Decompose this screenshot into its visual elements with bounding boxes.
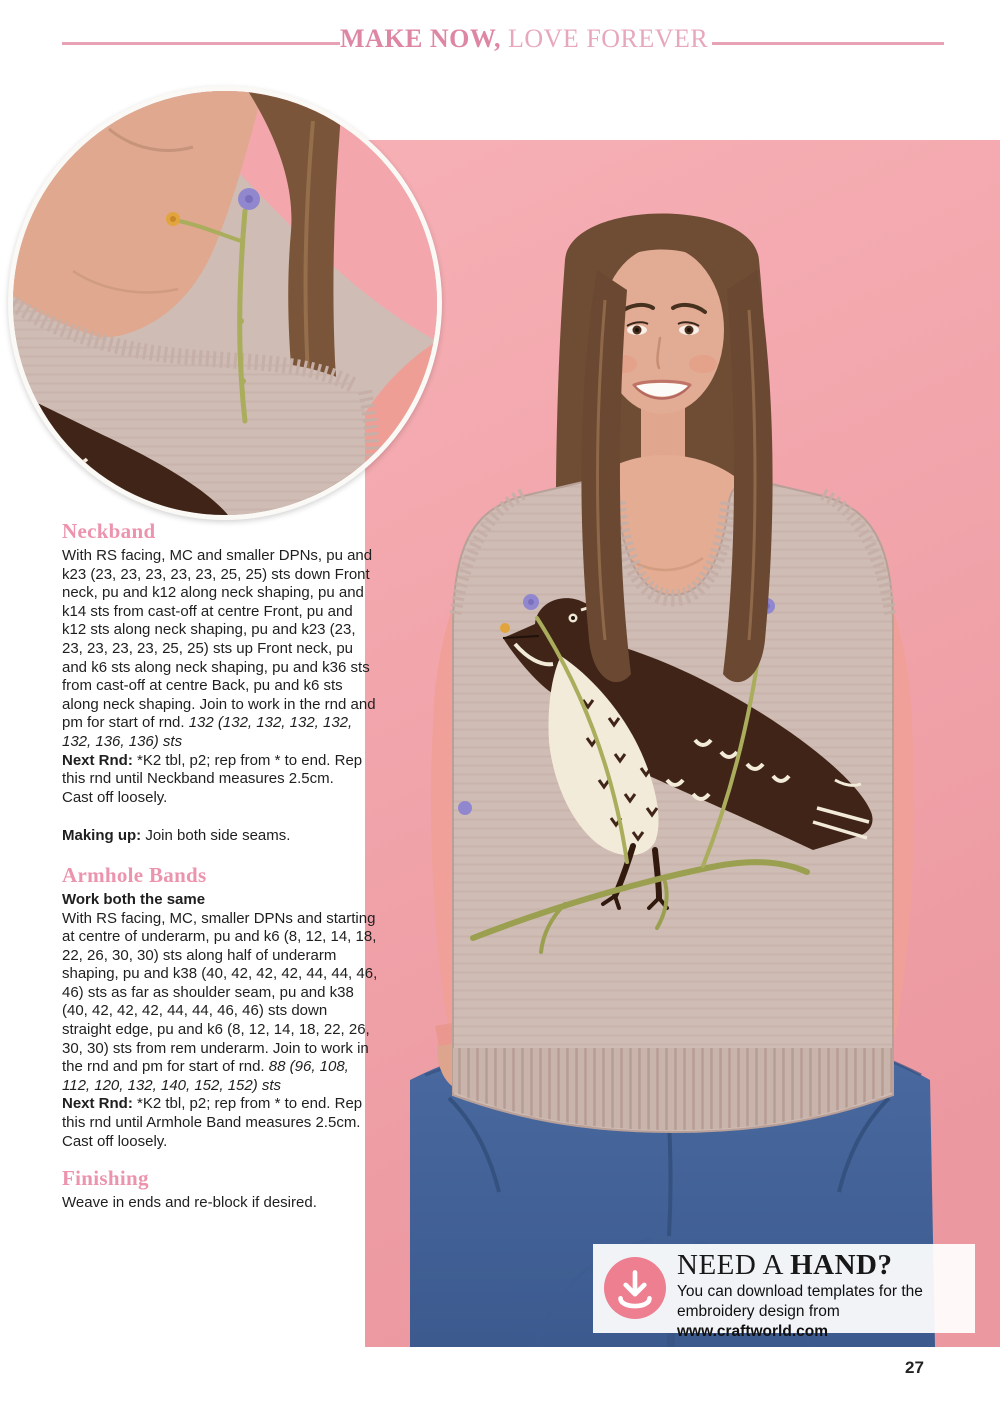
need-a-hand-subtext: You can download templates for the embroidery design from www.craftworld.com [677, 1283, 923, 1340]
header-title-bold: MAKE NOW, [340, 24, 501, 53]
need-a-hand-callout [593, 1244, 975, 1340]
neckband-stitch-count: 132 (132, 132, 132, 132, 132, 136, 136) sts [62, 714, 353, 750]
making-up-note: Making up: Join both side seams. [62, 827, 291, 845]
neckband-heading: Neckband [62, 519, 156, 543]
armhole-next-rnd: Next Rnd: *K2 tbl, p2; rep from * to end. Rep this rnd until Armhole Band measures 2.5cm. [62, 1095, 363, 1132]
section-armhole-bands [62, 862, 378, 1151]
finishing-body: Weave in ends and re-block if desired. [62, 1194, 317, 1212]
section-neckband [62, 518, 378, 807]
need-a-hand-text [677, 1244, 975, 1342]
craftworld-url[interactable]: www.craftworld.com [677, 1323, 829, 1340]
header-title-light: LOVE FOREVER [501, 24, 709, 53]
page-number: 27 [905, 1358, 924, 1377]
page-header-title [340, 24, 709, 54]
armhole-bands-subheading: Work both the same [62, 890, 206, 908]
section-finishing [62, 1165, 378, 1213]
header-rule-left [62, 42, 340, 45]
main-photo-illustration [365, 140, 1000, 1347]
neckband-next-rnd: Next Rnd: *K2 tbl, p2; rep from * to end. Rep this rnd until Neckband measures 2.5cm. [62, 751, 363, 788]
neckband-body: With RS facing, MC and smaller DPNs, pu and k23 (23, 23, 23, 23, 23, 25, 25) sts down Front neck, pu and k12 along neck shaping, pu and k14 sts from cast-off at centre Front, pu and k12 sts along neck shaping, pu and k23 (23, 23, 23, 23, 23, 25, 25) sts up Front neck, pu and k6 sts along neck shaping, pu and k36 sts from cast-off at centre Back, pu and k6 sts along neck shaping. Join to work in the rnd and pm for start of rnd. 132 (132, 132, 132, 132, 132, 136, 136) sts [62, 547, 376, 750]
header-rule-right [712, 42, 944, 45]
pattern-instructions [62, 518, 378, 1213]
main-photo [365, 140, 1000, 1347]
armhole-cast-off: Cast off loosely. [62, 1132, 168, 1150]
armhole-bands-body: With RS facing, MC, smaller DPNs and starting at centre of underarm, pu and k6 (8, 12, 14, 18, 22, 26, 30, 30) sts along half of underarm shaping, pu and k38 (40, 42, 42, 42, 44, 44, 46, 46) sts as far as shoulder seam, pu and k38 (40, 42, 42, 42, 44, 44, 46, 46) sts down straight edge, pu and k6 (8, 12, 14, 18, 22, 26, 30, 30) sts from rem underarm. Join to work in the rnd and pm for start of rnd. 88 (96, 108, 112, 120, 132, 140, 152, 152) sts [62, 909, 378, 1094]
inset-illustration [13, 91, 437, 515]
download-icon [604, 1257, 666, 1319]
need-a-hand-title: NEED A HAND? [677, 1249, 893, 1281]
armhole-stitch-count: 88 (96, 108, 112, 120, 132, 140, 152, 152) sts [62, 1058, 349, 1094]
armhole-bands-heading: Armhole Bands [62, 862, 207, 887]
neckband-cast-off: Cast off loosely. [62, 788, 168, 806]
finishing-heading: Finishing [62, 1166, 149, 1191]
inset-detail-photo [8, 86, 442, 520]
